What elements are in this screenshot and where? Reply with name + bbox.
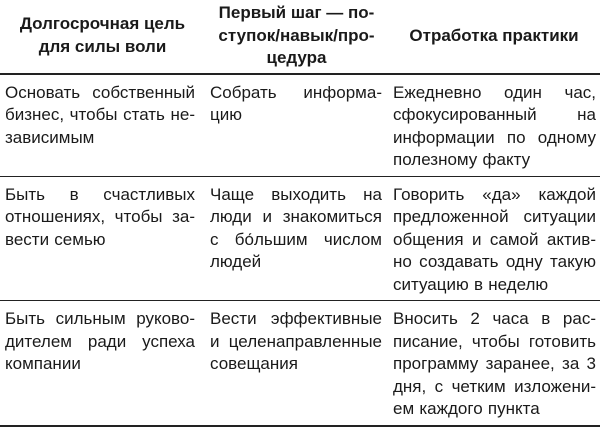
- goal-cell: Быть в счастливых отношениях, чтобы за- вести семью: [5, 184, 195, 249]
- practice-cell: Говорить «да» каждой предложенной ситуации общения и самой актив- но создавать одну такую ситуацию в неделю: [393, 184, 596, 294]
- col-header-practice: Отработка практики: [409, 25, 579, 45]
- table-row: [0, 75, 600, 177]
- col-header-long-term-goal: Долгосрочная цель для силы воли: [19, 14, 186, 56]
- first-step-cell: Вести эффективные и целенаправленные совещания: [210, 309, 382, 373]
- practice-cell: Вносить 2 часа в рас- писание, чтобы готовить программу заранее, за 3 дня, с четким изложени- ем каждого пункта: [393, 309, 596, 418]
- table-row: [0, 301, 600, 427]
- col-header-first-step: Первый шаг — по- ступок/навык/про- цедура: [218, 3, 375, 67]
- table-row: [0, 177, 600, 302]
- goal-cell: Быть сильным руково- дителем ради успеха компании: [5, 309, 195, 373]
- first-step-cell: Чаще выходить на люди и знакомиться с бо́льшим числом людей: [210, 184, 382, 271]
- table-header-row: [0, 0, 600, 75]
- first-step-cell: Собрать информа- цию: [210, 82, 382, 124]
- goal-cell: Основать собственный бизнес, чтобы стать не- зависимым: [5, 82, 195, 147]
- practice-cell: Ежедневно один час, сфокусированный на информации по одному полезному факту: [393, 82, 596, 169]
